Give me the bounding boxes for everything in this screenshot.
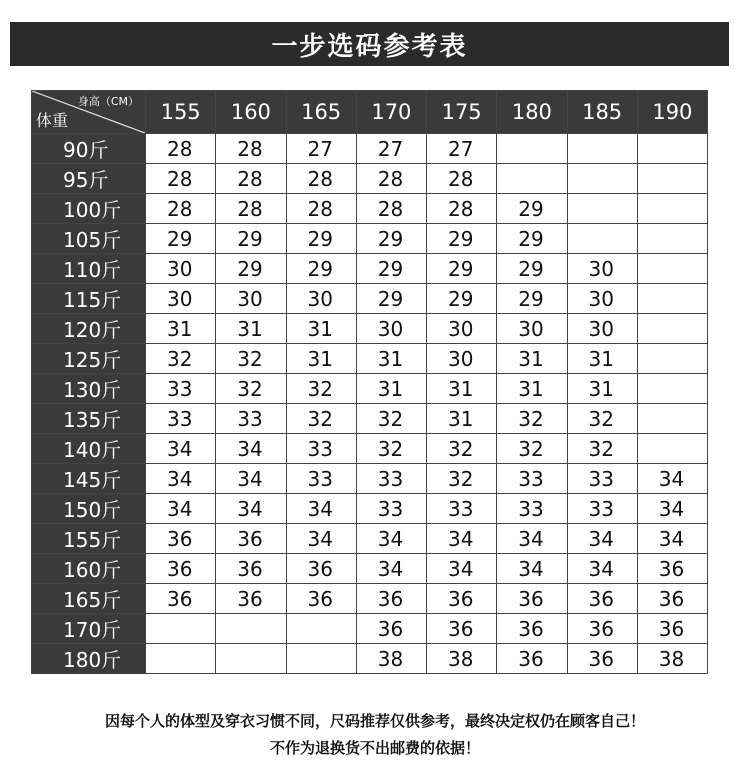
size-cell: 33 [427,494,497,524]
weight-label: 130斤 [32,374,146,404]
size-cell [637,404,707,434]
size-cell: 33 [497,494,567,524]
size-cell: 28 [216,164,286,194]
size-cell [637,434,707,464]
size-cell: 36 [146,554,216,584]
size-cell: 28 [146,194,216,224]
weight-label: 125斤 [32,344,146,374]
size-cell: 29 [497,254,567,284]
size-cell: 34 [497,554,567,584]
size-cell: 31 [356,374,426,404]
height-header-155: 155 [146,91,216,134]
size-cell: 34 [567,554,637,584]
size-cell: 28 [286,164,356,194]
size-cell: 30 [567,254,637,284]
size-cell: 32 [356,404,426,434]
size-cell: 34 [146,464,216,494]
size-cell: 34 [637,494,707,524]
size-cell: 36 [356,584,426,614]
size-cell: 34 [356,524,426,554]
size-cell: 32 [567,404,637,434]
table-row [32,314,708,344]
size-cell: 34 [286,524,356,554]
weight-label: 90斤 [32,134,146,164]
header-row [32,91,708,134]
size-cell: 29 [146,224,216,254]
size-cell: 31 [216,314,286,344]
size-cell: 29 [356,284,426,314]
size-cell: 32 [567,434,637,464]
size-cell: 32 [146,344,216,374]
size-cell: 33 [216,404,286,434]
size-cell [286,614,356,644]
size-cell: 29 [216,224,286,254]
height-header-170: 170 [356,91,426,134]
size-cell: 33 [356,494,426,524]
size-cell: 36 [637,614,707,644]
size-cell [637,224,707,254]
weight-label: 115斤 [32,284,146,314]
size-cell: 27 [427,134,497,164]
weight-label: 105斤 [32,224,146,254]
size-cell: 31 [567,374,637,404]
weight-label: 100斤 [32,194,146,224]
size-cell: 32 [497,434,567,464]
weight-label: 160斤 [32,554,146,584]
size-chart-table [31,90,708,674]
table-row [32,644,708,674]
size-cell: 38 [427,644,497,674]
size-cell: 36 [637,554,707,584]
size-cell: 36 [216,584,286,614]
size-cell: 34 [427,524,497,554]
weight-label: 155斤 [32,524,146,554]
size-cell: 36 [567,614,637,644]
size-cell: 33 [567,494,637,524]
table-row [32,254,708,284]
size-cell [637,374,707,404]
size-cell: 31 [497,344,567,374]
size-cell: 28 [146,164,216,194]
size-cell: 34 [497,524,567,554]
size-cell: 30 [286,284,356,314]
size-cell [637,314,707,344]
size-cell: 32 [286,374,356,404]
size-cell: 29 [497,224,567,254]
size-cell: 30 [427,344,497,374]
table-row [32,344,708,374]
size-cell [637,194,707,224]
size-cell: 29 [497,194,567,224]
size-cell: 34 [637,524,707,554]
table-row [32,164,708,194]
size-cell [216,614,286,644]
size-cell: 29 [216,254,286,284]
weight-label: 165斤 [32,584,146,614]
size-cell: 36 [637,584,707,614]
table-row [32,374,708,404]
size-cell: 28 [427,194,497,224]
disclaimer-line-1: 因每个人的体型及穿衣习惯不同，尺码推荐仅供参考，最终决定权仍在顾客自己！ [104,712,645,730]
size-cell [146,644,216,674]
table-row [32,284,708,314]
size-cell: 29 [286,254,356,284]
size-cell [146,614,216,644]
size-cell: 30 [497,314,567,344]
size-cell: 30 [146,284,216,314]
size-cell: 30 [567,284,637,314]
size-cell: 31 [356,344,426,374]
size-cell: 33 [567,464,637,494]
size-cell: 29 [356,224,426,254]
size-cell: 38 [637,644,707,674]
weight-label: 170斤 [32,614,146,644]
size-cell: 36 [497,644,567,674]
size-cell: 31 [286,344,356,374]
size-cell: 29 [427,224,497,254]
size-cell: 28 [216,194,286,224]
size-cell: 30 [567,314,637,344]
weight-label: 180斤 [32,644,146,674]
page-title [10,22,729,66]
size-cell: 31 [286,314,356,344]
size-cell: 28 [146,134,216,164]
size-cell: 31 [427,374,497,404]
table-row [32,134,708,164]
title-text: 一步选码参考表 [271,31,468,62]
size-cell: 28 [356,194,426,224]
table-row [32,494,708,524]
table-row [32,224,708,254]
height-header-180: 180 [497,91,567,134]
size-cell [637,284,707,314]
size-cell: 32 [427,464,497,494]
size-cell: 34 [146,494,216,524]
table-row [32,404,708,434]
size-cell: 29 [356,254,426,284]
size-cell: 32 [497,404,567,434]
size-cell: 34 [427,554,497,584]
size-cell: 33 [356,464,426,494]
size-cell: 32 [216,344,286,374]
size-cell: 36 [497,584,567,614]
size-cell: 28 [286,194,356,224]
size-cell: 28 [356,164,426,194]
size-cell [497,134,567,164]
weight-label: 120斤 [32,314,146,344]
table-row [32,194,708,224]
table-row [32,554,708,584]
size-cell [567,224,637,254]
size-cell: 31 [146,314,216,344]
size-cell: 36 [427,614,497,644]
size-cell: 34 [216,464,286,494]
size-cell: 34 [216,434,286,464]
size-cell [497,164,567,194]
size-cell [286,644,356,674]
weight-label: 145斤 [32,464,146,494]
table-row [32,584,708,614]
size-cell: 36 [567,644,637,674]
size-cell: 36 [146,584,216,614]
size-cell: 28 [427,164,497,194]
size-cell: 36 [497,614,567,644]
size-cell: 36 [286,584,356,614]
table-row [32,464,708,494]
size-cell: 33 [497,464,567,494]
weight-label: 110斤 [32,254,146,284]
size-cell [637,164,707,194]
height-header-160: 160 [216,91,286,134]
size-cell [567,194,637,224]
size-cell: 32 [286,404,356,434]
size-cell: 34 [146,434,216,464]
height-axis-label: 身高（CM） [77,95,139,108]
table-row [32,434,708,464]
weight-label: 95斤 [32,164,146,194]
size-cell: 33 [146,374,216,404]
size-cell: 28 [216,134,286,164]
size-cell: 30 [427,314,497,344]
size-cell: 27 [286,134,356,164]
height-header-165: 165 [286,91,356,134]
size-cell: 31 [567,344,637,374]
table-row [32,614,708,644]
disclaimer-line-2: 不作为退换货不出邮费的依据！ [269,739,480,757]
size-cell: 29 [427,254,497,284]
size-cell [567,134,637,164]
height-header-185: 185 [567,91,637,134]
size-cell: 32 [216,374,286,404]
size-cell: 34 [356,554,426,584]
size-cell: 27 [356,134,426,164]
size-cell: 36 [356,614,426,644]
height-header-175: 175 [427,91,497,134]
size-cell: 36 [286,554,356,584]
size-cell: 36 [567,584,637,614]
table-row [32,524,708,554]
weight-label: 135斤 [32,404,146,434]
size-cell: 31 [497,374,567,404]
size-cell: 29 [286,224,356,254]
size-cell: 34 [216,494,286,524]
size-cell: 33 [146,404,216,434]
size-cell: 30 [356,314,426,344]
height-header-190: 190 [637,91,707,134]
size-cell: 30 [216,284,286,314]
size-cell: 36 [216,554,286,584]
size-cell [637,254,707,284]
size-cell: 29 [497,284,567,314]
weight-axis-label: 体重 [36,111,69,130]
size-cell: 38 [356,644,426,674]
size-cell: 33 [286,434,356,464]
size-cell: 36 [216,524,286,554]
size-cell: 34 [637,464,707,494]
size-cell: 36 [427,584,497,614]
table-body [32,134,708,674]
size-cell [567,164,637,194]
size-cell [637,344,707,374]
weight-label: 140斤 [32,434,146,464]
size-cell: 32 [356,434,426,464]
size-cell [637,134,707,164]
size-cell: 29 [427,284,497,314]
size-cell: 36 [146,524,216,554]
corner-cell [32,91,146,134]
weight-label: 150斤 [32,494,146,524]
size-cell: 31 [427,404,497,434]
size-cell: 34 [567,524,637,554]
size-cell: 33 [286,464,356,494]
size-cell: 34 [286,494,356,524]
size-cell [216,644,286,674]
size-cell: 30 [146,254,216,284]
size-cell: 32 [427,434,497,464]
